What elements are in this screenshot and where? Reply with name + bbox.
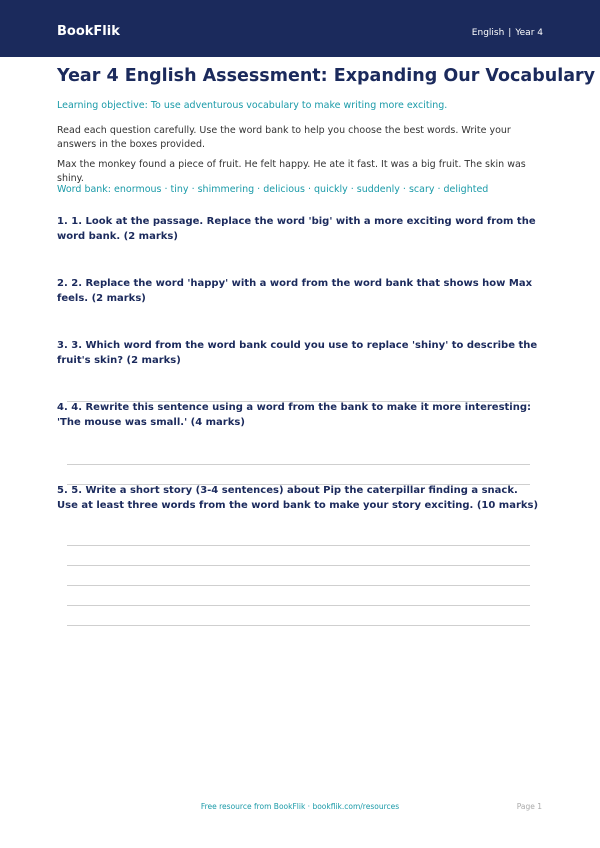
- question-3: 3. 3. Which word from the word bank could you use to replace 'shiny' to describe the fruit's skin? (2 marks): [57, 340, 538, 366]
- word-bank-word: delighted: [443, 184, 489, 195]
- footer-link[interactable]: Free resource from BookFlik · bookflik.com/resources: [200, 802, 400, 811]
- word-bank-word: scary: [408, 184, 435, 195]
- learning-objective: Learning objective: To use adventurous vocabulary to make writing more exciting.: [57, 100, 448, 111]
- word-bank-word: delicious: [263, 184, 305, 195]
- word-bank: [57, 183, 547, 197]
- question-4: 4. 4. Rewrite this sentence using a word from the bank to make it more interesting: 'The mouse was small.' (4 marks): [57, 402, 532, 428]
- word-bank-word: suddenly: [356, 184, 400, 195]
- reading-passage: Max the monkey found a piece of fruit. He felt happy. He ate it fast. It was a big fruit. The skin was shiny.: [57, 159, 526, 184]
- word-bank-separator: ·: [308, 184, 312, 195]
- word-bank-separator: ·: [437, 184, 441, 195]
- question-2: 2. 2. Replace the word 'happy' with a word from the word bank that shows how Max feels. (2 marks): [57, 278, 533, 304]
- word-bank-word: quickly: [314, 184, 348, 195]
- answer-line-q5[interactable]: [67, 625, 530, 626]
- word-bank-word: enormous: [114, 184, 162, 195]
- answer-line-q5[interactable]: [67, 605, 530, 606]
- answer-line-q5[interactable]: [67, 585, 530, 586]
- subject-label: English: [471, 28, 505, 38]
- page-header: [0, 0, 600, 57]
- year-label: Year 4: [515, 28, 543, 38]
- word-bank-label: Word bank:: [57, 184, 112, 195]
- answer-line-q5[interactable]: [67, 545, 530, 546]
- word-bank-separator: ·: [257, 184, 261, 195]
- instructions: Read each question carefully. Use the word bank to help you choose the best words. Write your answers in the boxes provided.: [57, 125, 511, 150]
- header-meta: [472, 26, 543, 40]
- question-5: 5. 5. Write a short story (3-4 sentences) about Pip the caterpillar finding a snack. Use at least three words from the word bank to make your story exciting. (10 marks): [57, 485, 539, 511]
- word-bank-separator: ·: [350, 184, 354, 195]
- page-title: Year 4 English Assessment: Expanding Our Vocabulary: [57, 66, 596, 86]
- word-bank-separator: ·: [191, 184, 195, 195]
- header-separator: |: [508, 28, 512, 38]
- answer-line-q5[interactable]: [67, 565, 530, 566]
- word-bank-word: shimmering: [197, 184, 255, 195]
- question-1: 1. 1. Look at the passage. Replace the word 'big' with a more exciting word from the word bank. (2 marks): [57, 216, 536, 242]
- word-bank-word: tiny: [170, 184, 189, 195]
- word-bank-separator: ·: [164, 184, 168, 195]
- answer-line-q4[interactable]: [67, 464, 530, 465]
- brand-logo[interactable]: BookFlik: [57, 24, 120, 39]
- page-number: Page 1: [516, 802, 542, 811]
- word-bank-separator: ·: [402, 184, 406, 195]
